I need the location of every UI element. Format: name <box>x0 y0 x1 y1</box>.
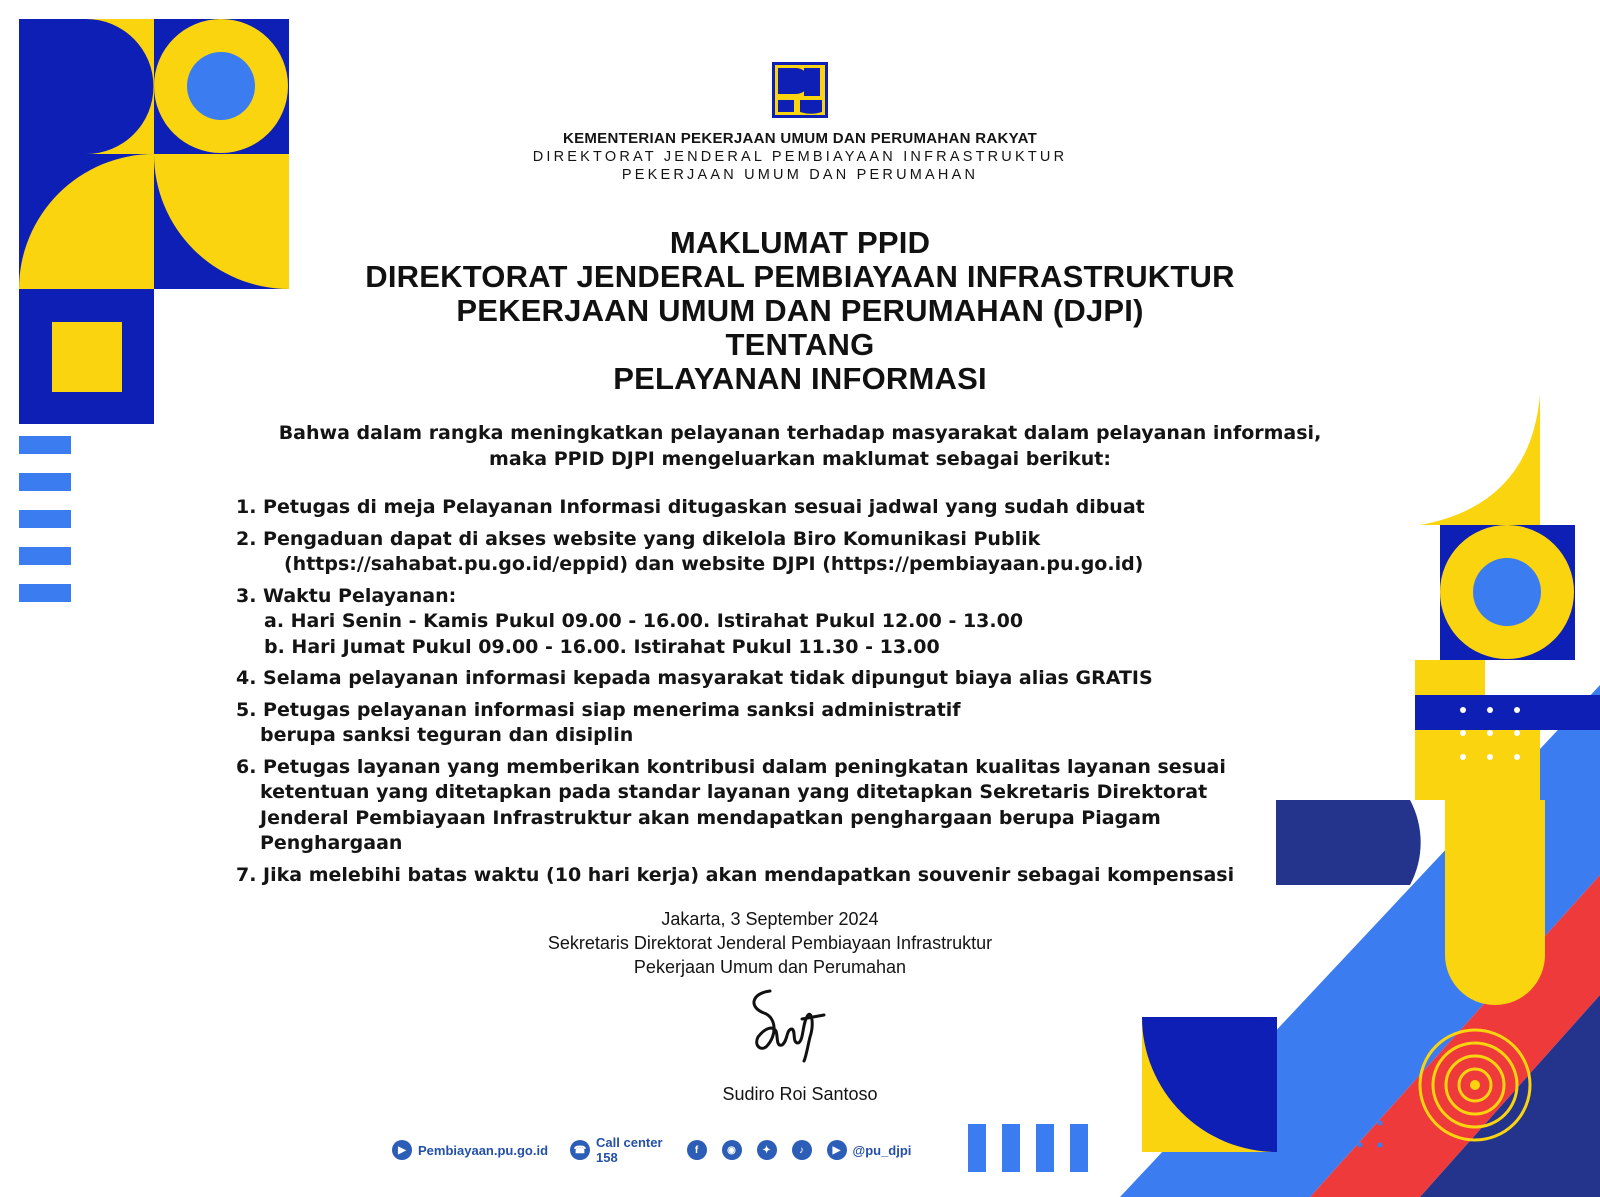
list-item-2-line-1: 2. Pengaduan dapat di akses website yang dikelola Biro Komunikasi Publik <box>236 527 1041 550</box>
list-item-1 <box>236 495 1296 521</box>
social-media-links <box>687 1140 912 1160</box>
list-item-6-line-4: Penghargaan <box>260 832 403 854</box>
pupr-logo <box>772 62 828 118</box>
declaration-list <box>236 495 1296 894</box>
intro-line-1: Bahwa dalam rangka meningkatkan pelayanan terhadap masyarakat dalam pelayanan informasi, <box>278 422 1322 444</box>
intro-line-2: maka PPID DJPI mengeluarkan maklumat sebagai berikut: <box>489 448 1111 470</box>
document-title <box>280 226 1320 396</box>
gratis-emphasis: GRATIS <box>1075 667 1153 689</box>
list-item-6-line-2: ketentuan yang ditetapkan pada standar layanan yang ditetapkan Sekretaris Direktorat <box>260 781 1208 803</box>
list-item-4-text: 4. Selama pelayanan informasi kepada masyarakat tidak dipungut biaya alias <box>236 667 1076 689</box>
list-item-5-line-1: 5. Petugas pelayanan informasi siap menerima sanksi administratif <box>236 698 961 721</box>
play-icon: ▶ <box>392 1140 412 1160</box>
list-item-6 <box>236 755 1296 857</box>
list-item-2-line-2: (https://sahabat.pu.go.id/eppid) dan website DJPI (https://pembiayaan.pu.go.id) <box>284 553 1144 575</box>
list-item-5 <box>236 698 1296 749</box>
call-center-label: Call center <box>596 1135 663 1150</box>
facebook-icon[interactable]: f <box>687 1140 707 1160</box>
list-item-1-text: 1. Petugas di meja Pelayanan Informasi ditugaskan sesuai jadwal yang sudah dibuat <box>236 496 1145 518</box>
social-handle[interactable]: @pu_djpi <box>852 1142 912 1158</box>
letterhead <box>400 62 1200 183</box>
youtube-icon[interactable]: ▶ <box>827 1140 847 1160</box>
website-text: Pembiayaan.pu.go.id <box>418 1142 549 1158</box>
phone-icon: ☎ <box>570 1140 590 1160</box>
list-item-7 <box>236 863 1296 889</box>
handwritten-signature <box>742 985 842 1065</box>
title-line-4: TENTANG <box>725 327 875 362</box>
instagram-icon[interactable]: ◉ <box>722 1140 742 1160</box>
list-item-4 <box>236 666 1296 692</box>
list-item-6-line-1: 6. Petugas layanan yang memberikan kontribusi dalam peningkatan kualitas layanan sesuai <box>236 755 1226 778</box>
list-item-3a: a. Hari Senin - Kamis Pukul 09.00 - 16.00. Istirahat Pukul 12.00 - 13.00 <box>264 610 1024 632</box>
signer-position-line-2: Pekerjaan Umum dan Perumahan <box>633 957 907 977</box>
list-item-5-line-2: berupa sanksi teguran dan disiplin <box>260 724 634 746</box>
title-line-1: MAKLUMAT PPID <box>669 225 931 260</box>
list-item-3 <box>236 584 1296 661</box>
footer-contact-bar <box>392 1128 911 1172</box>
signer-name: Sudiro Roi Santoso <box>722 1084 878 1104</box>
ministry-name: KEMENTERIAN PEKERJAAN UMUM DAN PERUMAHAN RAKYAT <box>562 130 1038 147</box>
list-item-6-line-3: Jenderal Pembiayaan Infrastruktur akan mendapatkan penghargaan berupa Piagam <box>260 806 1161 829</box>
call-center-number: 158 <box>596 1150 618 1165</box>
list-item-3-line-1: 3. Waktu Pelayanan: <box>236 584 457 607</box>
signature-block <box>470 907 1070 979</box>
title-line-5: PELAYANAN INFORMASI <box>613 361 987 396</box>
tiktok-icon[interactable]: ♪ <box>792 1140 812 1160</box>
footer-bars-decoration <box>968 1120 1118 1176</box>
intro-paragraph <box>200 420 1400 472</box>
call-center[interactable] <box>570 1135 662 1165</box>
title-line-3: PEKERJAAN UMUM DAN PERUMAHAN (DJPI) <box>456 293 1144 328</box>
list-item-2 <box>236 527 1296 578</box>
signer-position-line-1: Sekretaris Direktorat Jenderal Pembiayaan Infrastruktur <box>547 933 993 953</box>
call-center-text <box>596 1135 662 1165</box>
list-item-7-text: 7. Jika melebihi batas waktu (10 hari kerja) akan mendapatkan souvenir sebagai kompensasi <box>236 863 1235 886</box>
twitter-icon[interactable]: ✦ <box>757 1140 777 1160</box>
list-item-3b: b. Hari Jumat Pukul 09.00 - 16.00. Istirahat Pukul 11.30 - 13.00 <box>264 635 940 658</box>
directorate-line-1: DIREKTORAT JENDERAL PEMBIAYAAN INFRASTRUKTUR <box>532 149 1068 165</box>
directorate-line-2: PEKERJAAN UMUM DAN PERUMAHAN <box>621 167 979 183</box>
place-date: Jakarta, 3 September 2024 <box>661 909 879 929</box>
title-line-2: DIREKTORAT JENDERAL PEMBIAYAAN INFRASTRUKTUR <box>365 259 1235 294</box>
website-link[interactable] <box>392 1140 548 1160</box>
